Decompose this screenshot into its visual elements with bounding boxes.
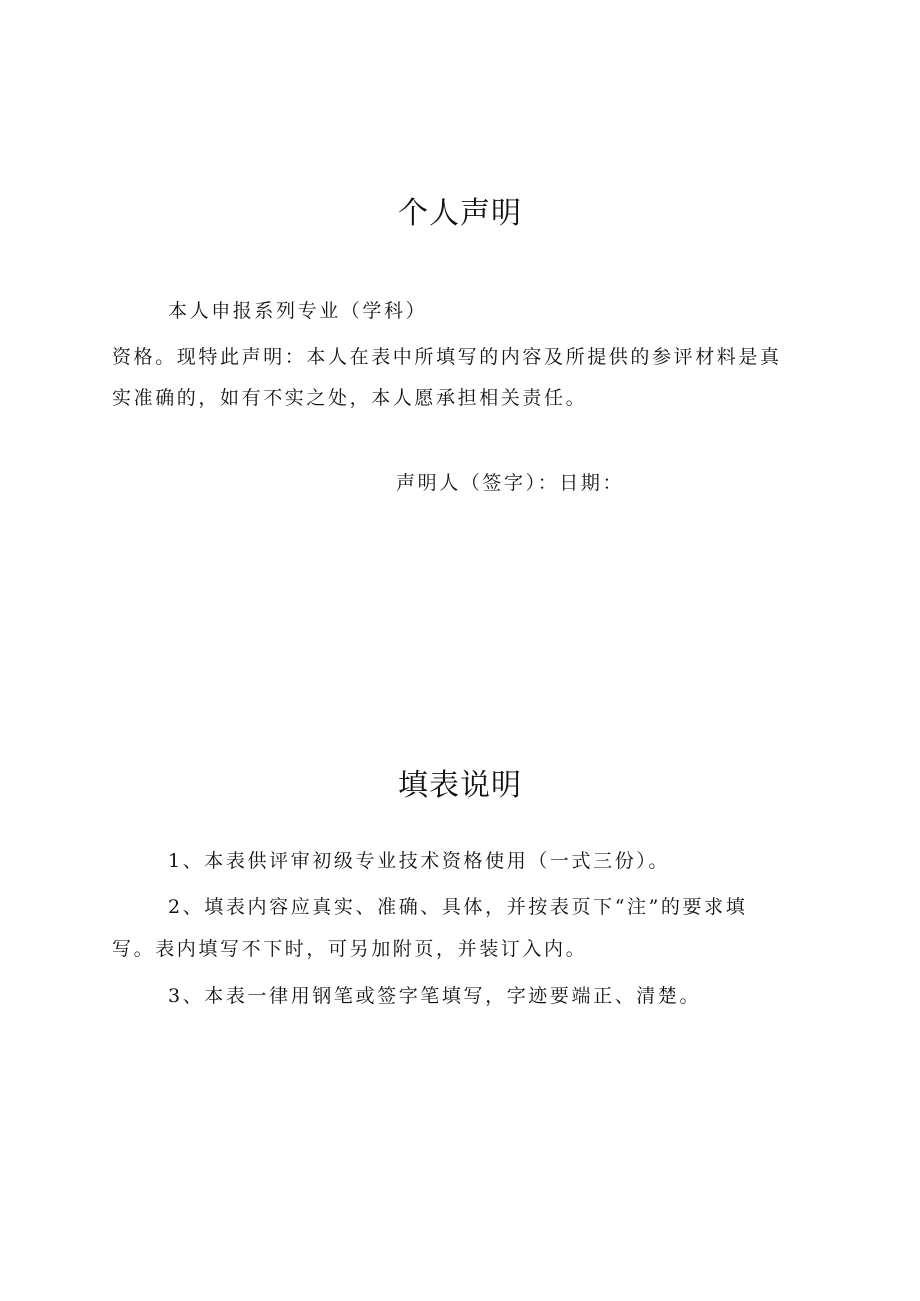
signature-date-line: 声明人（签字）：日期：	[396, 472, 625, 494]
instruction-item-1: 1、本表供评审初级专业技术资格使用（一式三份）。	[168, 850, 670, 872]
declaration-line-2: 资格。现特此声明：本人在表中所填写的内容及所提供的参评材料是真	[112, 346, 782, 368]
instruction-item-2-line-1: 2、填表内容应真实、准确、具体，并按表页下“注”的要求填	[168, 896, 748, 918]
instruction-item-3: 3、本表一律用钢笔或签字笔填写，字迹要端正、清楚。	[168, 985, 702, 1007]
instructions-title: 填表说明	[398, 768, 522, 803]
declaration-title: 个人声明	[398, 196, 522, 231]
instruction-item-2-line-2: 写。表内填写不下时，可另加附页，并装订入内。	[112, 938, 588, 960]
declaration-line-3: 实准确的，如有不实之处，本人愿承担相关责任。	[112, 387, 588, 409]
declaration-line-1: 本人申报系列专业（学科）	[168, 300, 428, 322]
